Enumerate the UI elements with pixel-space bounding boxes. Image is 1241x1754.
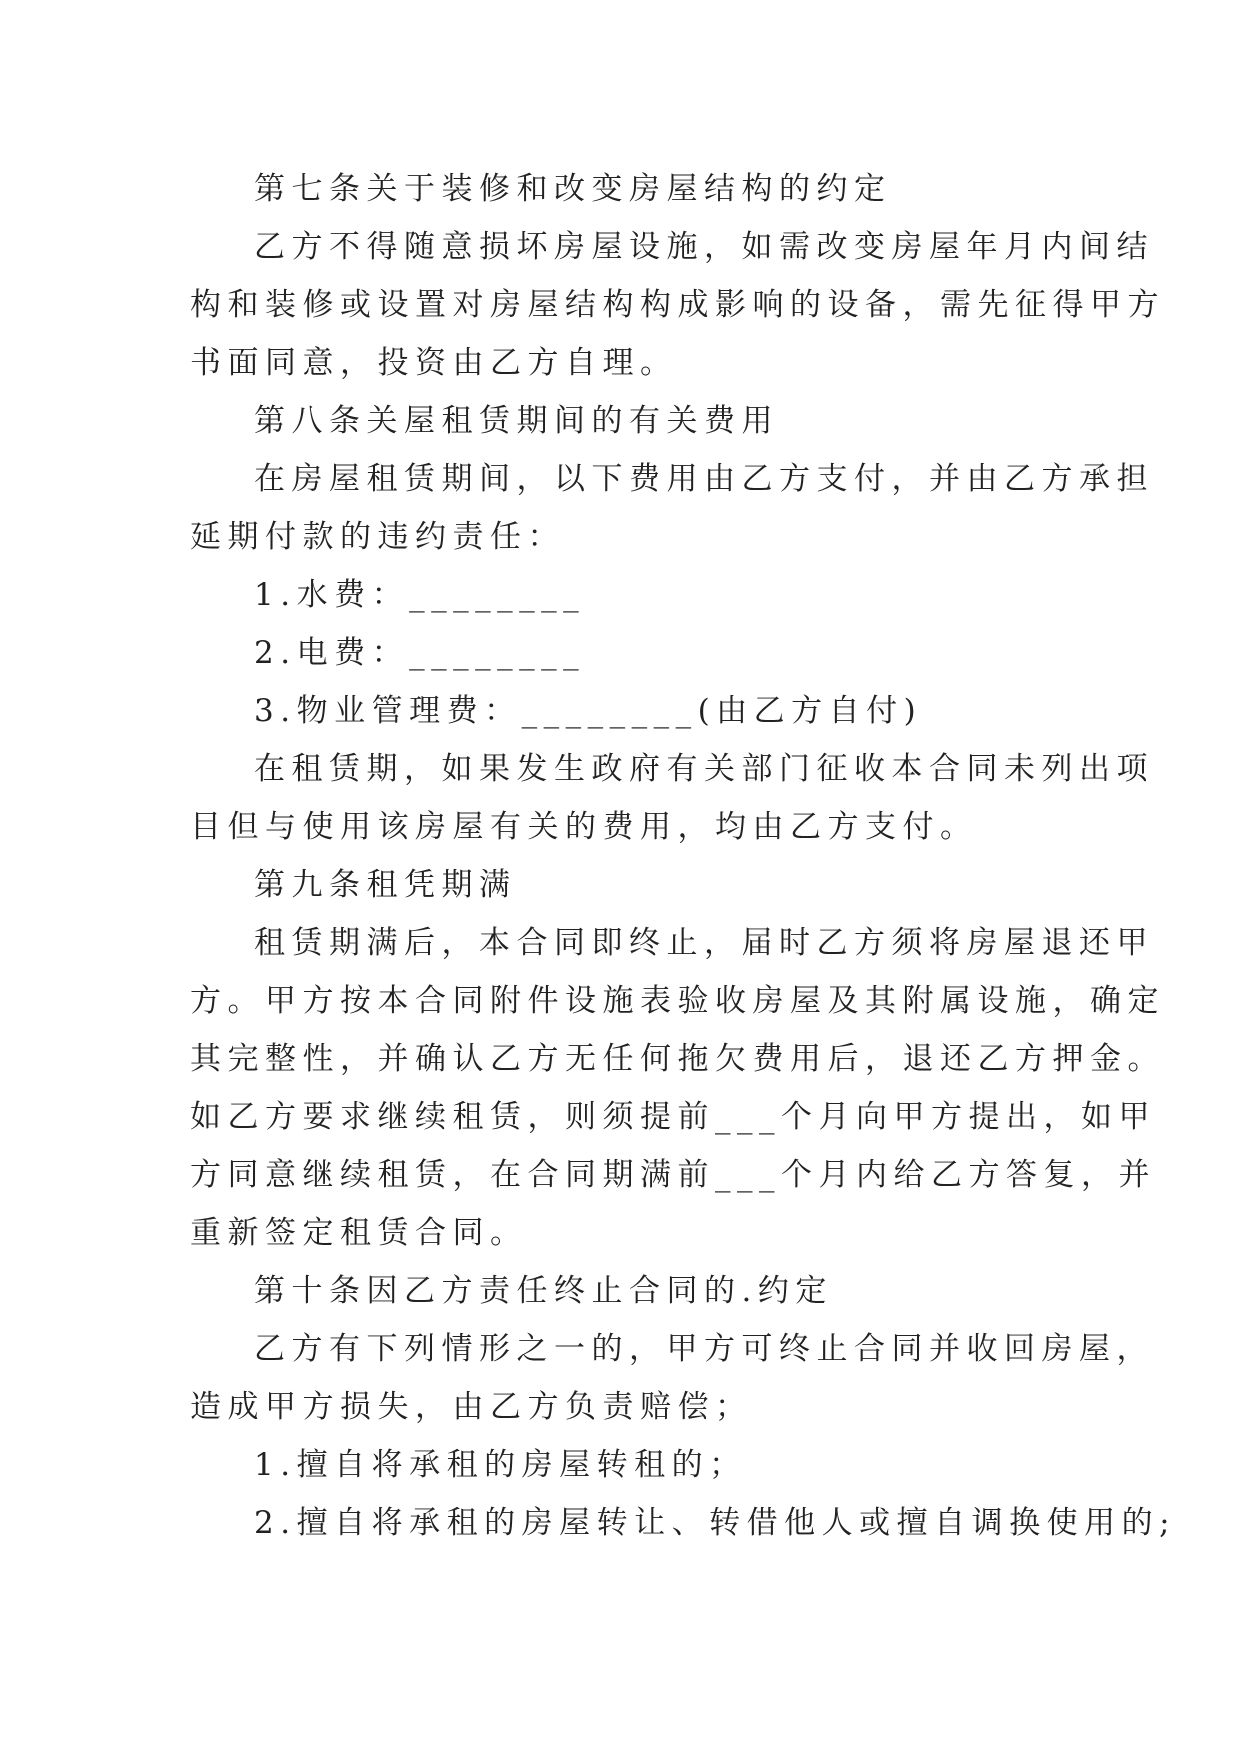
document-body	[190, 160, 1177, 1552]
paragraph-line: 造成甲方损失，由乙方负责赔偿；	[190, 1389, 753, 1425]
paragraph-line: 租赁期满后，本合同即终止，届时乙方须将房屋退还甲	[254, 925, 1154, 961]
paragraph-line: 重新签定租赁合同。	[190, 1215, 528, 1251]
article-10-heading: 第十条因乙方责任终止合同的.约定	[254, 1273, 833, 1309]
fee-item-electricity: 2.电费：________	[254, 635, 586, 671]
paragraph-line: 延期付款的违约责任：	[190, 519, 565, 555]
paragraph-line: 其完整性，并确认乙方无任何拖欠费用后，退还乙方押金。	[190, 1041, 1165, 1077]
paragraph-line: 目但与使用该房屋有关的费用，均由乙方支付。	[190, 809, 978, 845]
paragraph-line: 乙方有下列情形之一的，甲方可终止合同并收回房屋，	[254, 1331, 1154, 1367]
list-item: 1.擅自将承租的房屋转租的；	[254, 1447, 747, 1483]
paragraph-line: 构和装修或设置对房屋结构构成影响的设备，需先征得甲方	[190, 287, 1165, 323]
article-8-heading: 第八条关屋租赁期间的有关费用	[254, 403, 779, 439]
paragraph-line: 如乙方要求继续租赁，则须提前___个月向甲方提出，如甲	[190, 1099, 1156, 1135]
fee-item-property-management: 3.物业管理费：________(由乙方自付)	[254, 693, 923, 729]
paragraph-line: 方。甲方按本合同附件设施表验收房屋及其附属设施，确定	[190, 983, 1165, 1019]
paragraph-line: 方同意继续租赁，在合同期满前___个月内给乙方答复，并	[190, 1157, 1156, 1193]
paragraph-line: 在房屋租赁期间，以下费用由乙方支付，并由乙方承担	[254, 461, 1154, 497]
article-7-heading: 第七条关于装修和改变房屋结构的约定	[254, 171, 892, 207]
paragraph-line: 在租赁期，如果发生政府有关部门征收本合同未列出项	[254, 751, 1154, 787]
fee-item-water: 1.水费：________	[254, 577, 586, 613]
paragraph-line: 书面同意，投资由乙方自理。	[190, 345, 678, 381]
list-item: 2.擅自将承租的房屋转让、转借他人或擅自调换使用的;	[254, 1505, 1177, 1541]
paragraph-line: 乙方不得随意损坏房屋设施，如需改变房屋年月内间结	[254, 229, 1154, 265]
article-9-heading: 第九条租凭期满	[254, 867, 517, 903]
